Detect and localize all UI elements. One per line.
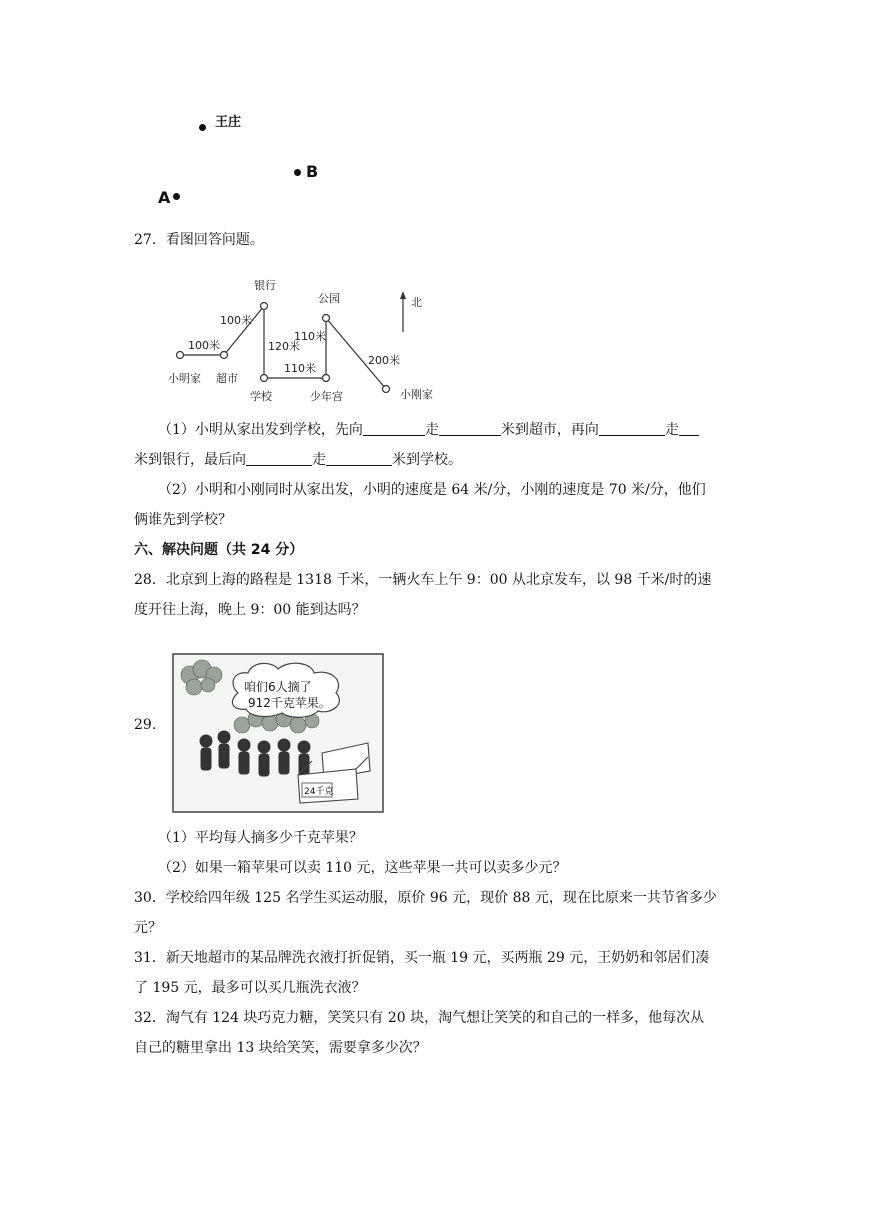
q27-sub1-prefix: （1）小明从家出发到学校，先向 (158, 422, 363, 438)
blank-direction-1[interactable] (363, 421, 425, 436)
node-xiaoming-home (177, 352, 184, 359)
q27-sub1-walk3: 走 (312, 452, 326, 468)
q32-line1: 32．淘气有 124 块巧克力糖，笑笑只有 20 块，淘气想让笑笑的和自己的一样多，他每次从 (134, 1010, 705, 1026)
q30-line1: 30．学校给四年级 125 名学生买运动服，原价 96 元，现价 88 元，现在比原来一共节省多少 (134, 890, 717, 906)
q27-sub2-line2: 俩谁先到学校？ (134, 512, 232, 528)
point-b-label: B (306, 162, 319, 181)
node-school (261, 375, 268, 382)
label-dist-park-gang: 200米 (368, 354, 400, 367)
q32-line2: 自己的糖里拿出 13 块给笑笑，需要拿多少次？ (134, 1040, 427, 1056)
q29-number: 29. (134, 717, 157, 733)
label-dist-home-super: 100米 (188, 339, 220, 352)
blank-direction-3[interactable] (246, 451, 312, 466)
label-supermarket: 超市 (216, 372, 238, 385)
q31-line2: 了 195 元，最多可以买几瓶洗衣液？ (134, 980, 366, 996)
q27-sub1-to-school: 米到学校。 (392, 452, 462, 468)
q27-sub1-line2 (134, 450, 462, 470)
q29-sub1: （1）平均每人摘多少千克苹果？ (158, 830, 363, 846)
q31-line1: 31．新天地超市的某品牌洗衣液打折促销，买一瓶 19 元，买两瓶 29 元，王奶奶和邻居们凑 (134, 950, 710, 966)
node-park (323, 315, 330, 322)
label-dist-youth-park: 110米 (294, 330, 326, 343)
q28-line2: 度开往上海，晚上 9：00 能到达吗？ (134, 602, 366, 618)
q29-sub2: （2）如果一箱苹果可以卖 110 元，这些苹果一共可以卖多少元？ (158, 860, 567, 876)
node-xiaogang-home (383, 386, 390, 393)
label-bank: 银行 (254, 279, 276, 292)
q27-sub1-to-super: 米到超市，再向 (500, 422, 599, 438)
point-a-dot (173, 193, 180, 200)
node-bank (261, 303, 268, 310)
q27-sub2-line1: （2）小明和小刚同时从家出发，小明的速度是 64 米/分，小刚的速度是 70 米/分，他们 (158, 482, 706, 498)
q27-title: 27．看图回答问题。 (134, 232, 264, 248)
point-a-label: A (158, 188, 171, 207)
blank-distance-1[interactable] (439, 421, 501, 436)
bubble-line-2: 912千克苹果。 (248, 696, 331, 710)
point-wangzhuang-dot (199, 124, 206, 131)
bubble-line-1: 咱们6人摘了 (244, 680, 312, 694)
point-wangzhuang-label: 王庄 (215, 115, 242, 130)
point-b-dot (294, 169, 301, 176)
label-dist-school-youth: 110米 (284, 362, 316, 375)
q27-sub1-walk1: 走 (424, 422, 439, 438)
node-youth-palace (323, 375, 330, 382)
label-dist-bank-school: 120米 (268, 340, 300, 353)
blank-distance-3[interactable] (326, 451, 392, 466)
blank-distance-2[interactable] (679, 421, 699, 436)
label-xiaoming-home: 小明家 (168, 372, 201, 385)
label-dist-super-bank: 100米 (220, 314, 252, 327)
label-north: 北 (411, 296, 422, 309)
blank-direction-2[interactable] (599, 421, 665, 436)
q27-sub1-to-bank: 米到银行，最后向 (134, 452, 246, 468)
q28-line1: 28．北京到上海的路程是 1318 千米，一辆火车上午 9：00 从北京发车，以 98 千米/时的速 (134, 572, 712, 588)
label-youth-palace: 少年宫 (310, 390, 343, 403)
label-xiaogang-home: 小刚家 (400, 388, 433, 401)
section6-heading: 六、解决问题（共 24 分） (134, 542, 304, 558)
label-school: 学校 (250, 390, 272, 403)
label-park: 公园 (318, 292, 340, 305)
node-supermarket (221, 352, 228, 359)
q27-route-map (160, 272, 440, 407)
q30-line2: 元？ (134, 920, 162, 936)
q27-sub1-line1 (158, 420, 699, 440)
box-label: 24千克 (304, 787, 334, 797)
q27-sub1-walk2: 走 (664, 422, 679, 438)
q29-illustration (172, 653, 384, 813)
north-arrow-head (400, 291, 406, 299)
